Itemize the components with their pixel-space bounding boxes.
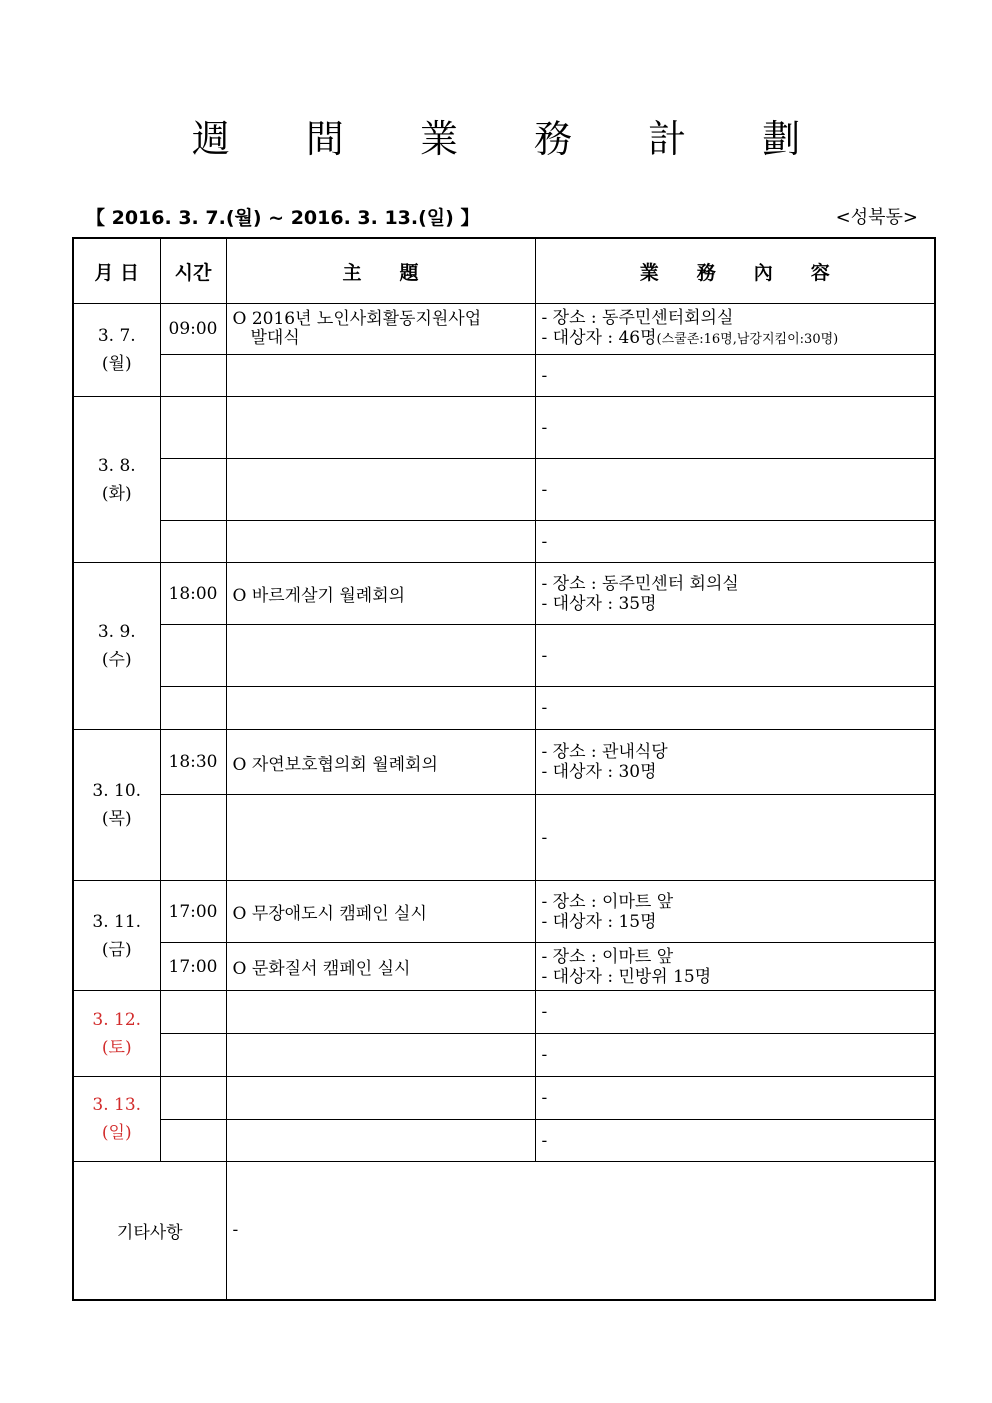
detail-line: - 장소 : 관내식당 (541, 742, 668, 762)
page-title: 週 間 業 務 計 劃 (191, 117, 833, 161)
time-cell (160, 459, 226, 521)
date-text: 3. 11. (92, 911, 142, 932)
detail-cell (535, 881, 935, 943)
detail-line: - 대상자 : 30명 (541, 762, 657, 782)
table-row (73, 991, 935, 1034)
detail-cell (535, 943, 935, 991)
table-row (73, 1034, 935, 1077)
table-row (73, 355, 935, 397)
topic-cell (226, 1120, 535, 1162)
detail-cell: - (535, 1120, 935, 1162)
time-cell (160, 1120, 226, 1162)
topic-cell (226, 397, 535, 459)
date-text: 3. 9. (97, 622, 136, 642)
weekday-text: (수) (101, 650, 132, 670)
date-text: 3. 13. (92, 1095, 142, 1115)
date-text: 3. 8. (97, 455, 136, 476)
time-cell (160, 1077, 226, 1120)
table-row (73, 687, 935, 730)
header-time: 시간 (160, 238, 226, 304)
topic-cell: O 문화질서 캠페인 실시 (226, 943, 535, 991)
date-cell-tue (73, 397, 160, 563)
detail-line: - 장소 : 이마트 앞 (541, 946, 674, 967)
date-text: 3. 10. (92, 781, 142, 801)
header-content: 業 務 內 容 (535, 238, 935, 304)
topic-cell (226, 1077, 535, 1120)
time-cell (160, 355, 226, 397)
detail-cell: - (535, 795, 935, 881)
weekday-text: (월) (101, 354, 132, 374)
table-row (73, 304, 935, 355)
date-cell-sun (73, 1077, 160, 1162)
detail-cell: - (535, 521, 935, 563)
header-topic: 主 題 (226, 238, 535, 304)
topic-cell (226, 795, 535, 881)
detail-cell: - (535, 1034, 935, 1077)
time-cell (160, 687, 226, 730)
date-cell-thu (73, 730, 160, 881)
table-row (73, 459, 935, 521)
weekly-plan-table (72, 237, 936, 1301)
weekday-text: (화) (101, 483, 132, 504)
topic-cell (226, 991, 535, 1034)
table-row (73, 1120, 935, 1162)
date-cell-sat (73, 991, 160, 1077)
time-cell (160, 397, 226, 459)
topic-cell: O 무장애도시 캠페인 실시 (226, 881, 535, 943)
table-row (73, 521, 935, 563)
time-cell: 17:00 (160, 881, 226, 943)
detail-cell: - (535, 625, 935, 687)
time-cell (160, 625, 226, 687)
weekday-text: (금) (101, 939, 132, 960)
detail-line: - 대상자 : 민방위 15명 (541, 966, 712, 987)
time-cell (160, 991, 226, 1034)
time-cell (160, 795, 226, 881)
detail-line (542, 328, 929, 350)
weekday-text: (일) (101, 1123, 132, 1143)
detail-line: - 대상자 : 35명 (541, 593, 657, 614)
period-range: 【 2016. 3. 7.(월) ~ 2016. 3. 13.(일) 】 (86, 207, 480, 229)
topic-cell (226, 687, 535, 730)
time-cell (160, 521, 226, 563)
department-label: <성북동> (835, 207, 918, 228)
detail-cell (535, 304, 935, 355)
table-header-row (73, 238, 935, 304)
detail-line: - 장소 : 이마트 앞 (541, 891, 674, 912)
detail-cell: - (535, 459, 935, 521)
topic-cell: O 바르게살기 월례회의 (226, 563, 535, 625)
notes-row (73, 1162, 935, 1300)
table-row (73, 881, 935, 943)
detail-line: - 장소 : 동주민센터회의실 (541, 308, 734, 328)
topic-cell (226, 521, 535, 563)
detail-line-main: - 대상자 : 46명 (541, 328, 657, 348)
time-cell: 09:00 (160, 304, 226, 355)
time-cell: 18:00 (160, 563, 226, 625)
table-row (73, 563, 935, 625)
notes-value: - (226, 1162, 935, 1300)
topic-cell (226, 625, 535, 687)
topic-cell (226, 459, 535, 521)
time-cell: 17:00 (160, 943, 226, 991)
detail-line-note: (스쿨존:16명,남강지킴이:30명) (656, 332, 839, 347)
detail-cell: - (535, 397, 935, 459)
date-cell-mon (73, 304, 160, 397)
topic-text-2: 발대식 (250, 328, 300, 348)
topic-cell: O 자연보호협의회 월례회의 (226, 730, 535, 795)
table-row (73, 625, 935, 687)
detail-cell: - (535, 355, 935, 397)
detail-cell: - (535, 1077, 935, 1120)
detail-line: - 대상자 : 15명 (541, 911, 657, 932)
table-row (73, 397, 935, 459)
notes-label: 기타사항 (73, 1162, 226, 1300)
date-cell-fri (73, 881, 160, 991)
detail-line: - 장소 : 동주민센터 회의실 (541, 573, 739, 594)
topic-text: O 2016년 노인사회활동지원사업 (232, 309, 482, 329)
table-row (73, 730, 935, 795)
topic-cell (226, 355, 535, 397)
table-row (73, 943, 935, 991)
topic-cell (226, 304, 535, 355)
detail-cell: - (535, 687, 935, 730)
topic-cell (226, 1034, 535, 1077)
weekday-text: (토) (101, 1037, 132, 1058)
weekday-text: (목) (101, 809, 132, 829)
detail-cell: - (535, 991, 935, 1034)
table-row (73, 1077, 935, 1120)
date-text: 3. 12. (92, 1009, 142, 1030)
header-date: 月 日 (73, 238, 160, 304)
table-row (73, 795, 935, 881)
date-cell-wed (73, 563, 160, 730)
date-text: 3. 7. (97, 326, 136, 346)
detail-cell (535, 563, 935, 625)
time-cell: 18:30 (160, 730, 226, 795)
time-cell (160, 1034, 226, 1077)
detail-cell (535, 730, 935, 795)
